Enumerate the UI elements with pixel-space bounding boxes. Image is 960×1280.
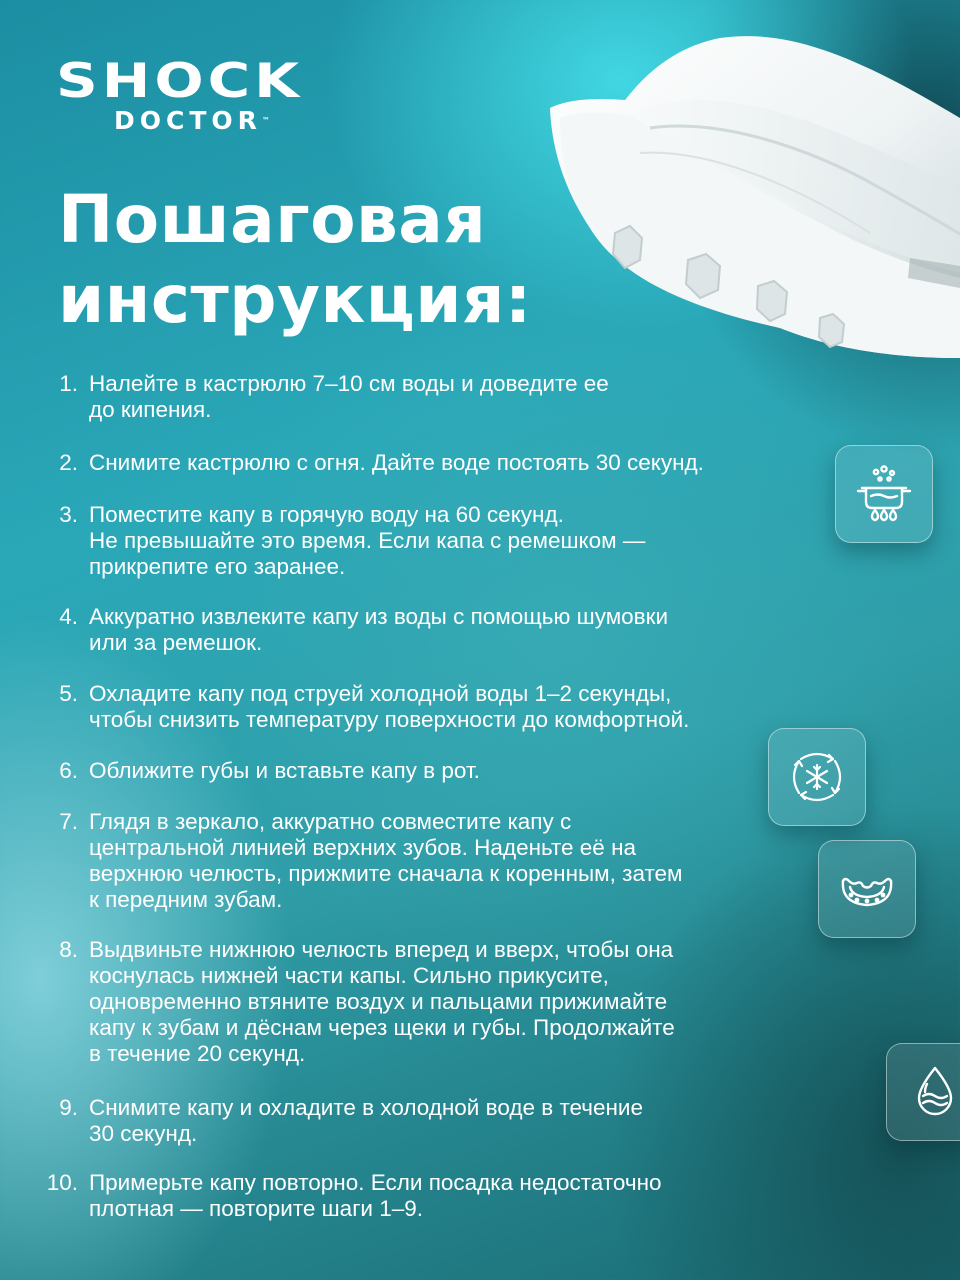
step-number: 8. <box>59 937 78 962</box>
cooling-tile <box>768 728 866 826</box>
step-text: Глядя в зеркало, аккуратно совместите капу с центральной линией верхних зубов. Наденьте её на верхнюю челюсть, прижмите сначала к коренным, затем к передним зубам. <box>89 809 683 912</box>
brand-trademark: ™ <box>261 116 270 125</box>
brand-logo-doctor-text: DOCTOR <box>114 106 262 135</box>
step-text: Снимите кастрюлю с огня. Дайте воде постоять 30 секунд. <box>89 450 704 475</box>
boiling-pot-icon <box>854 464 914 524</box>
step-text: Поместите капу в горячую воду на 60 секунд. Не превышайте это время. Если капа с ремешком — прикрепите его заранее. <box>89 502 646 579</box>
step-text: Налейте в кастрюлю 7–10 см воды и доведите ее до кипения. <box>89 371 609 422</box>
step-text: Примерьте капу повторно. Если посадка недостаточно плотная — повторите шаги 1–9. <box>89 1170 662 1221</box>
boiling-pot-tile <box>835 445 933 543</box>
step-number: 6. <box>59 758 78 783</box>
step-number: 7. <box>59 809 78 834</box>
step-number: 9. <box>59 1095 78 1120</box>
mouthguard-tile <box>818 840 916 938</box>
step-number: 1. <box>59 371 78 396</box>
step-number: 2. <box>59 450 78 475</box>
mouthguard-icon <box>837 859 897 919</box>
step-text: Охладите капу под струей холодной воды 1–2 секунды, чтобы снизить температуру поверхности до комфортной. <box>89 681 690 732</box>
water-tile <box>886 1043 960 1141</box>
step-text: Выдвиньте нижнюю челюсть вперед и вверх, чтобы она коснулась нижней части капы. Сильно прикусите, одновременно втяните воздух и пальцами прижимайте капу к зубам и дёснам через щеки и губы. Продолжайте в течение 20 секунд. <box>89 937 675 1066</box>
step-number: 10. <box>46 1170 78 1195</box>
step-number: 3. <box>59 502 78 527</box>
page-title: Пошаговая инструкция: <box>58 181 532 338</box>
step-number: 4. <box>59 604 78 629</box>
step-text: Оближите губы и вставьте капу в рот. <box>89 758 480 783</box>
water-drop-icon <box>905 1062 960 1122</box>
step-text: Аккуратно извлеките капу из воды с помощью шумовки или за ремешок. <box>89 604 669 655</box>
cooling-snowflake-icon <box>787 747 847 807</box>
brand-logo <box>56 52 346 135</box>
brand-logo-doctor <box>114 108 270 134</box>
step-text: Снимите капу и охладите в холодной воде в течение 30 секунд. <box>89 1095 644 1146</box>
brand-logo-shock: SHOCK <box>56 52 304 109</box>
mouthguard-image <box>530 28 960 378</box>
step-number: 5. <box>59 681 78 706</box>
